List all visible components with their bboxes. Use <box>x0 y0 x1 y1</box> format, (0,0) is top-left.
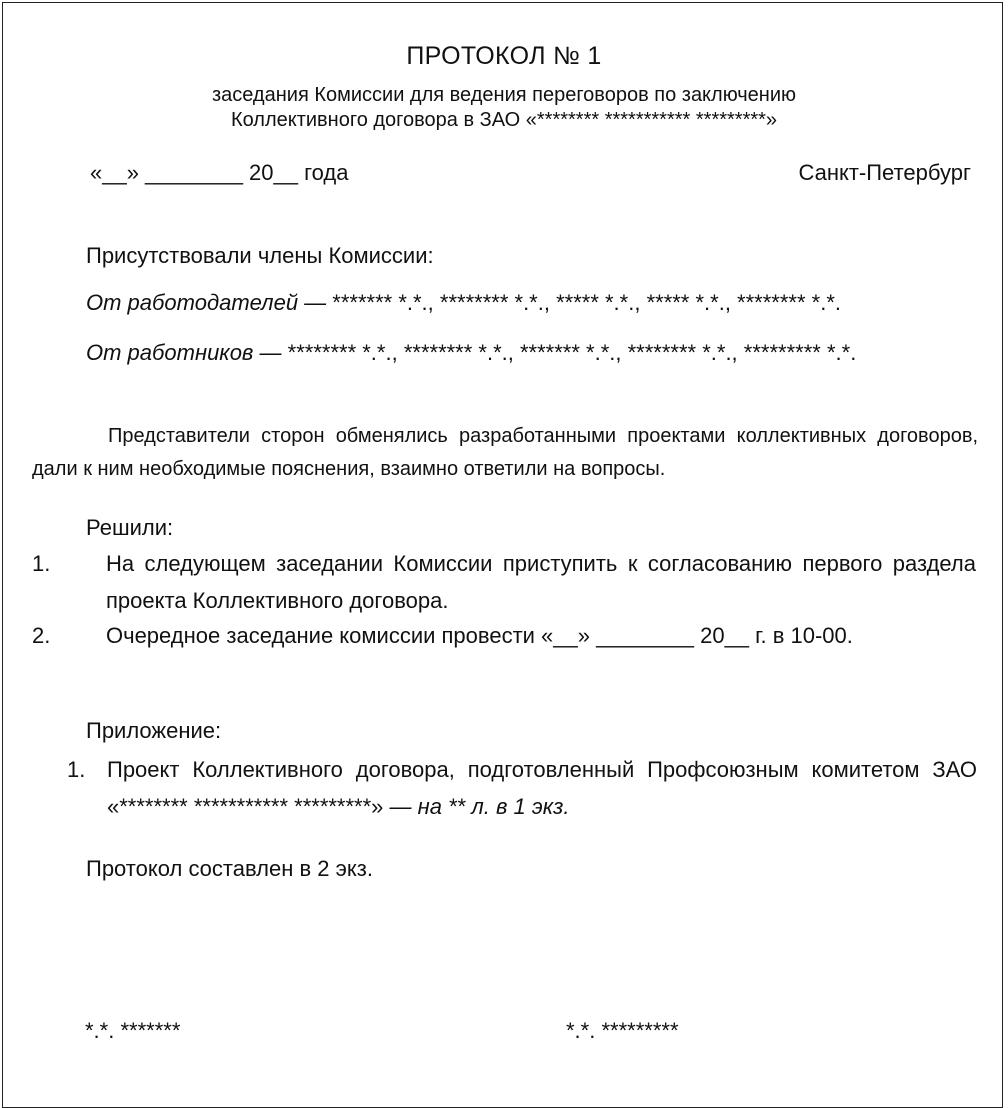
employers-label: От работодателей — <box>86 290 333 315</box>
document-title: ПРОТОКОЛ № 1 <box>406 42 602 70</box>
decision-number: 2. <box>32 623 51 648</box>
decision-item <box>32 545 976 619</box>
appendix-heading: Приложение: <box>86 718 222 743</box>
decision-text: На следующем заседании Комиссии приступить к согласованию первого раздела проекта Коллективного договора. <box>106 551 976 613</box>
decision-number: 1. <box>32 551 51 576</box>
document-subtitle-line2: Коллективного договора в ЗАО «******** *********** *********» <box>230 109 778 131</box>
employees-line <box>86 340 856 366</box>
decision-item <box>32 617 976 654</box>
copies-note: Протокол составлен в 2 экз. <box>86 856 373 881</box>
appendix-text-wrap <box>107 751 977 825</box>
signature-left: *.*. ******* <box>85 1018 181 1043</box>
appendix-item <box>67 751 977 825</box>
appendix-text: Проект Коллективного договора, подготовленный Профсоюзным комитетом ЗАО «******** *********** *********» <box>107 757 977 819</box>
document-subtitle-line1: заседания Комиссии для ведения переговоров по заключению <box>211 84 797 106</box>
attendance-heading: Присутствовали члены Комиссии: <box>86 243 434 268</box>
decision-text: Очередное заседание комиссии провести «__» ________ 20__ г. в 10-00. <box>106 623 853 648</box>
signature-right: *.*. ********* <box>566 1018 679 1043</box>
appendix-number: 1. <box>67 757 86 782</box>
employees-list: ******** *.*., ******** *.*., ******* *.*., ******** *.*., ********* *.*. <box>287 340 857 365</box>
employers-list: ******* *.*., ******** *.*., ***** *.*., ***** *.*., ******** *.*. <box>332 290 842 315</box>
meeting-city: Санкт-Петербург <box>798 160 971 185</box>
intro-paragraph: Представители сторон обменялись разработанными проектами коллективных договоров, дали к ним необходимые пояснения, взаимно ответили на вопросы. <box>32 425 978 480</box>
employees-label: От работников — <box>86 340 288 365</box>
employers-line <box>86 290 841 316</box>
decisions-heading: Решили: <box>86 515 174 540</box>
meeting-date: «__» ________ 20__ года <box>90 160 349 185</box>
appendix-italic-tail: — на ** л. в 1 экз. <box>389 794 570 819</box>
